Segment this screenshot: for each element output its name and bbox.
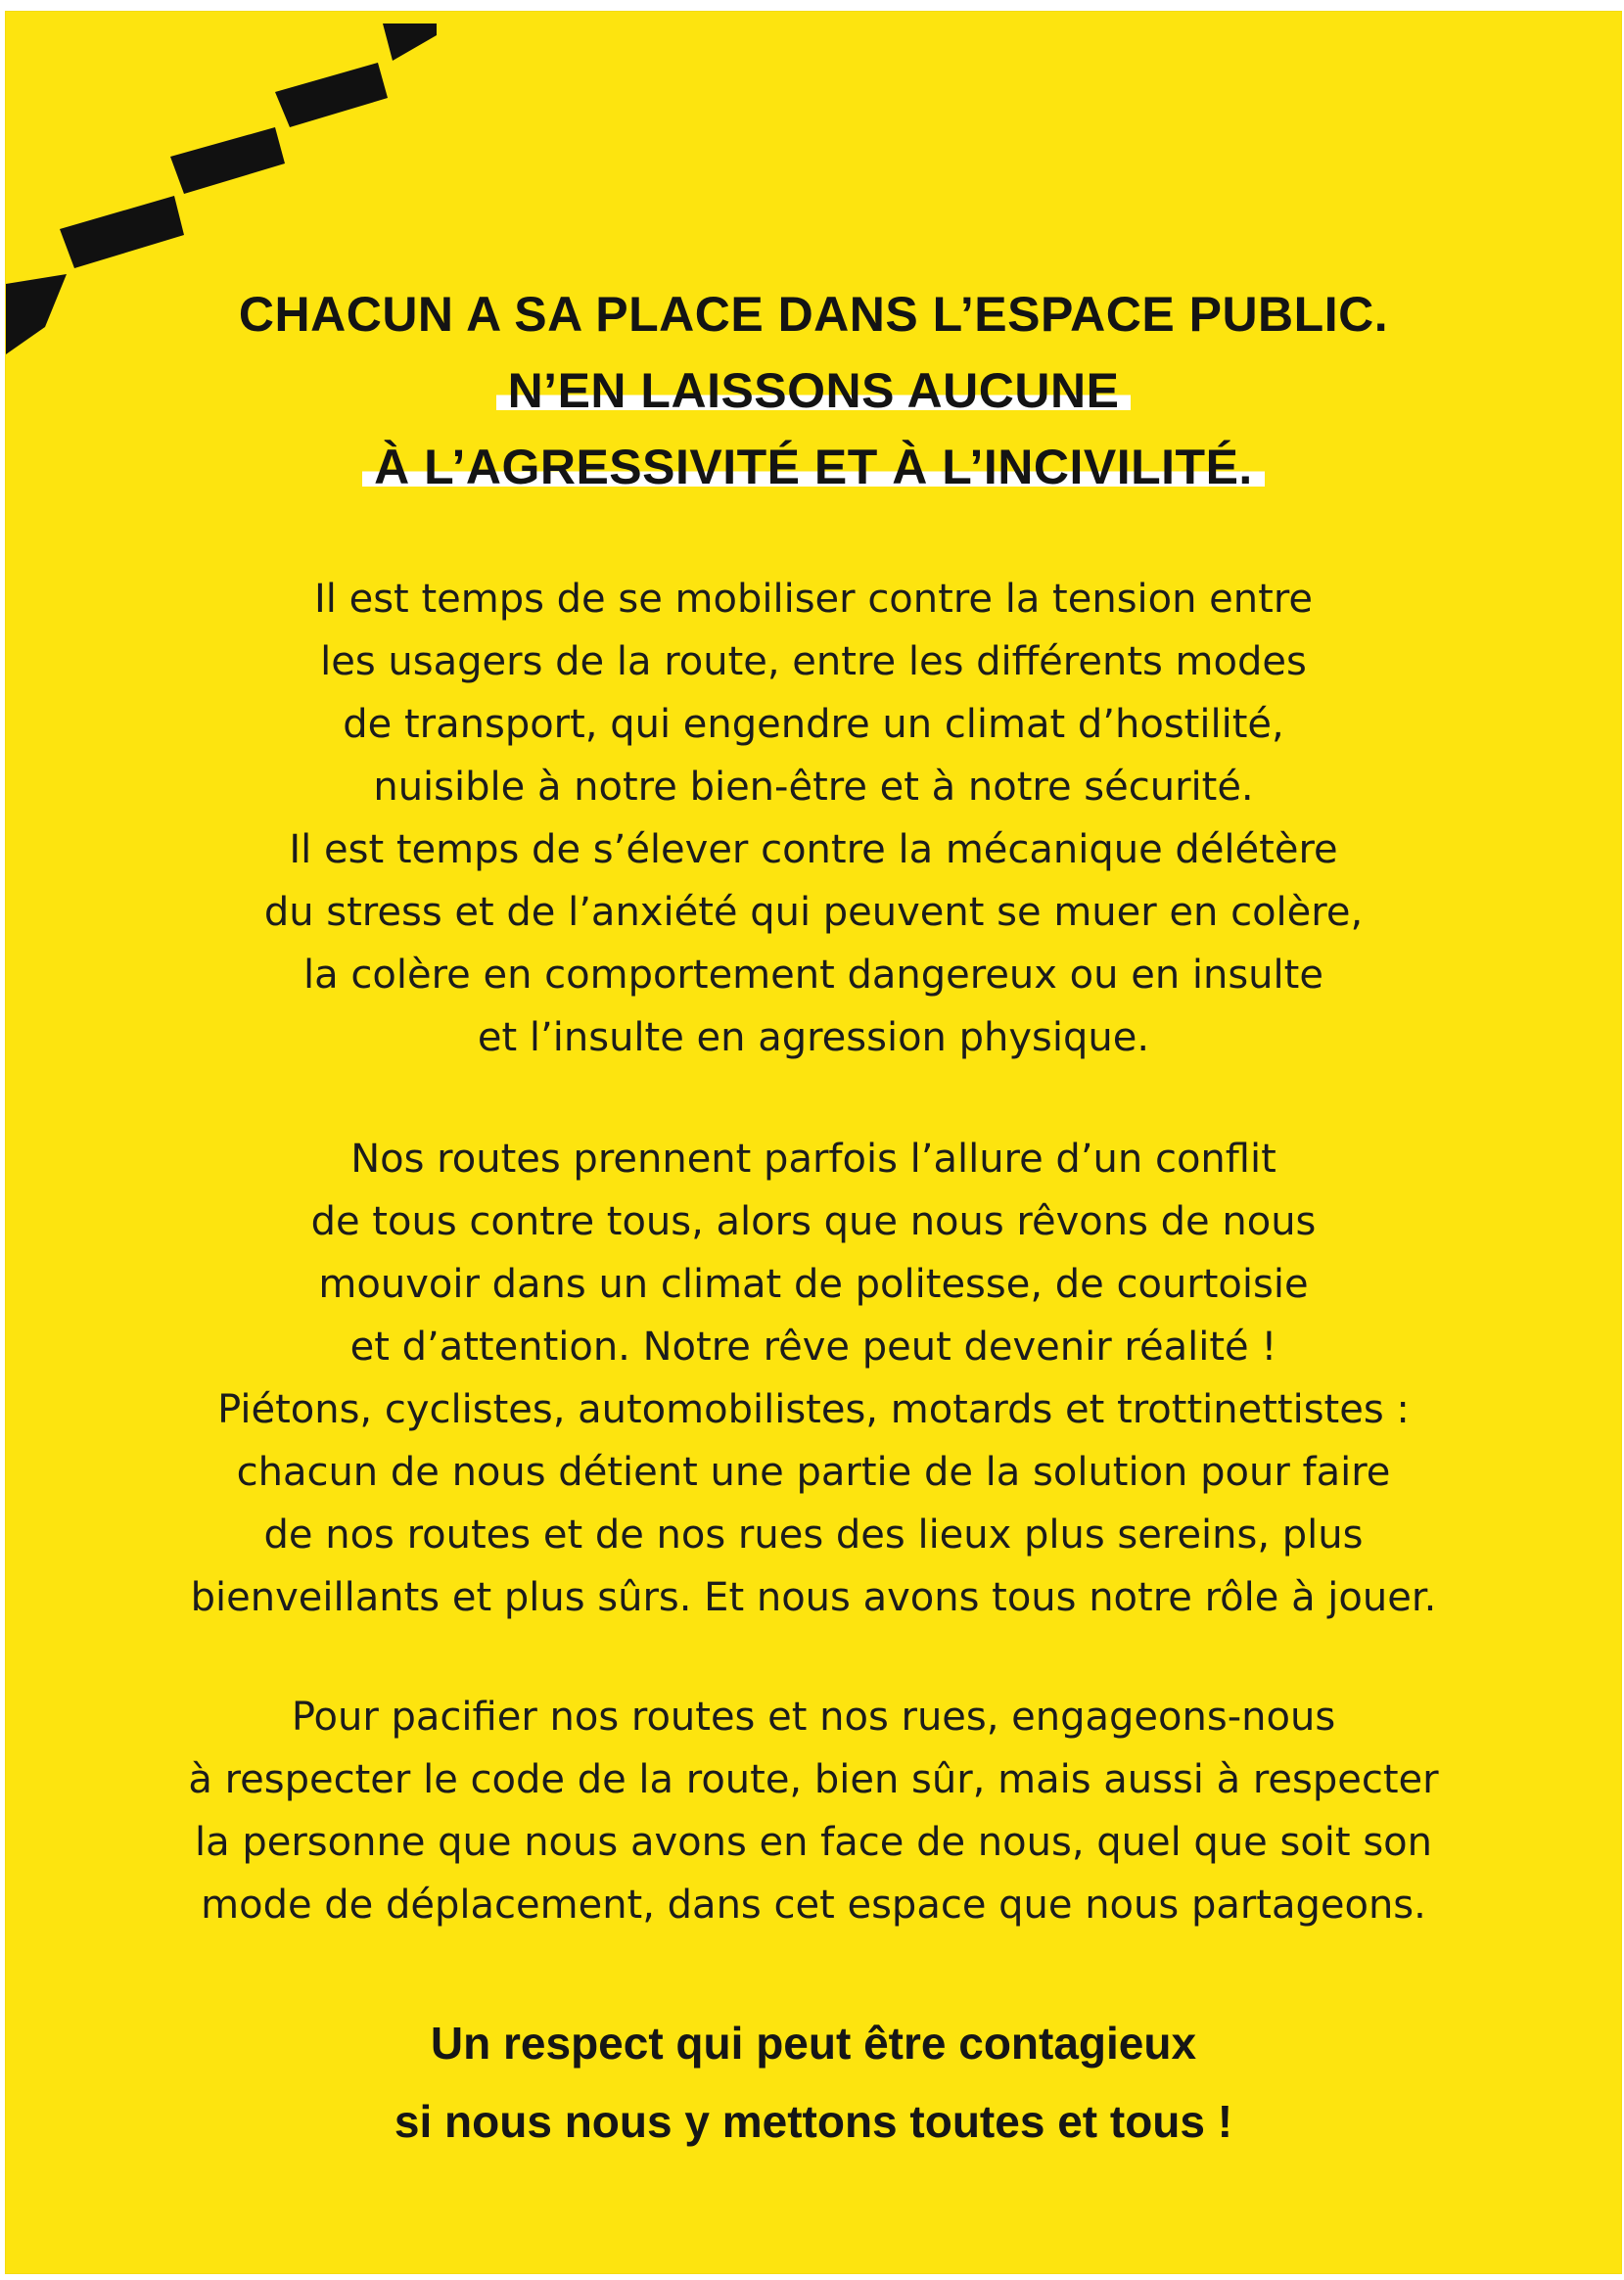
text-line: de nos routes et de nos rues des lieux plus sereins, plus	[263, 1512, 1364, 1558]
text-line: de tous contre tous, alors que nous rêvons de nous	[310, 1199, 1317, 1244]
text-line: la colère en comportement dangereux ou en insulte	[303, 953, 1323, 998]
paragraph-3	[6, 1686, 1621, 1936]
headline-line-2: N’EN LAISSONS AUCUNE	[496, 363, 1132, 418]
leaflet-page	[6, 12, 1621, 2273]
text-line: nuisible à notre bien-être et à notre sécurité.	[373, 765, 1254, 810]
headline-line-1: CHACUN A SA PLACE DANS L’ESPACE PUBLIC.	[238, 287, 1389, 342]
caution-stripe	[383, 23, 437, 61]
closing-line-1: Un respect qui peut être contagieux	[430, 2018, 1197, 2069]
text-line: Il est temps de s’élever contre la mécanique délétère	[289, 827, 1338, 872]
text-line: et l’insulte en agression physique.	[477, 1015, 1150, 1060]
text-line: à respecter le code de la route, bien sûr, mais aussi à respecter	[188, 1757, 1439, 1802]
caution-stripe	[60, 196, 184, 268]
text-line: Il est temps de se mobiliser contre la tension entre	[313, 577, 1314, 622]
text-line: Piétons, cyclistes, automobilistes, motards et trottinettistes :	[217, 1387, 1410, 1432]
text-line: les usagers de la route, entre les différents modes	[320, 639, 1307, 684]
text-line: la personne que nous avons en face de nous, quel que soit son	[195, 1820, 1432, 1865]
text-line: Pour pacifier nos routes et nos rues, engageons-nous	[291, 1695, 1336, 1740]
text-line: de transport, qui engendre un climat d’hostilité,	[343, 702, 1284, 747]
paragraph-1	[6, 568, 1621, 1069]
headline	[6, 276, 1621, 505]
text-line: mode de déplacement, dans cet espace que nous partageons.	[201, 1883, 1426, 1928]
text-line: bienveillants et plus sûrs. Et nous avons tous notre rôle à jouer.	[190, 1575, 1437, 1620]
text-line: chacun de nous détient une partie de la solution pour faire	[236, 1450, 1391, 1495]
caution-stripe	[170, 127, 285, 194]
text-line: du stress et de l’anxiété qui peuvent se muer en colère,	[263, 890, 1364, 935]
closing-statement	[6, 2004, 1621, 2161]
closing-line-2: si nous nous y mettons toutes et tous !	[394, 2096, 1233, 2147]
text-line: et d’attention. Notre rêve peut devenir réalité !	[349, 1325, 1277, 1370]
text-line: mouvoir dans un climat de politesse, de courtoisie	[318, 1262, 1309, 1307]
paragraph-2	[6, 1128, 1621, 1629]
headline-line-3: À L’AGRESSIVITÉ ET À L’INCIVILITÉ.	[362, 440, 1265, 494]
caution-stripe	[275, 63, 388, 127]
text-line: Nos routes prennent parfois l’allure d’un conflit	[350, 1137, 1276, 1182]
